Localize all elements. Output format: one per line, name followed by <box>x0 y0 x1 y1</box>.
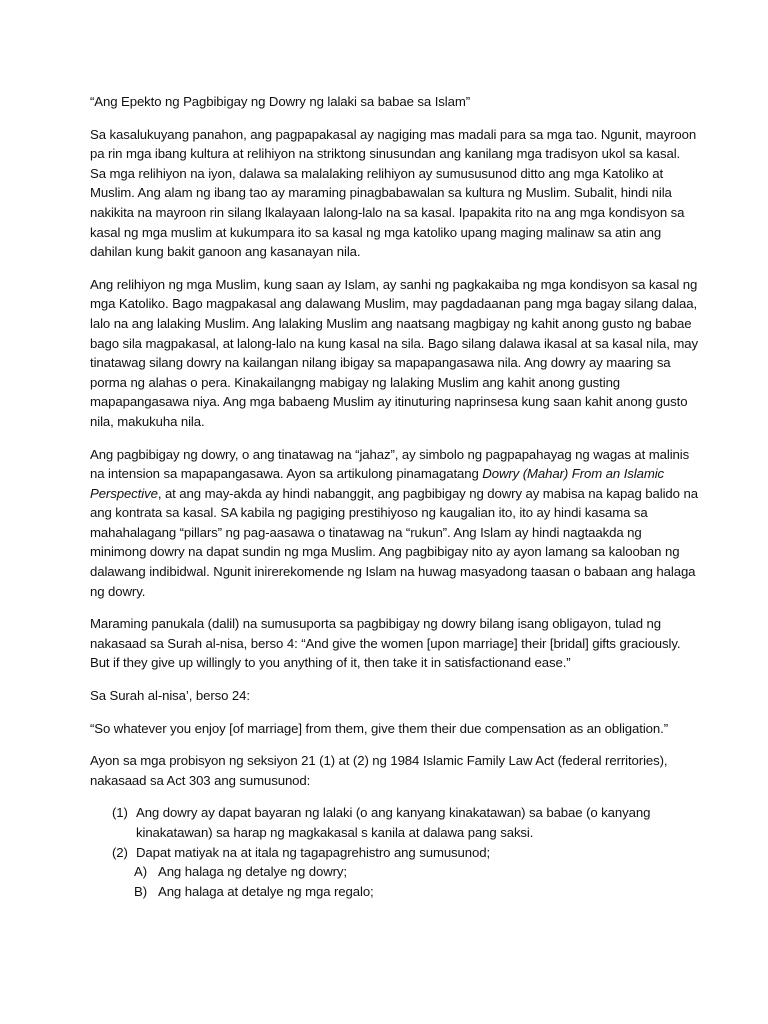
text-line: lalo na ang lalaking Muslim. Ang lalaking Muslim ang naatsang magbigay ng kahit anong gusto ng babae <box>90 315 692 331</box>
text-line: mapapangasawa niya. Ang mga babaeng Muslim ay itinuturing naprinsesa kung saan kahit anong gusto <box>90 394 688 410</box>
text-line: pa rin mga ibang kultura at relihiyon na striktong sinusundan ang kanilang mga tradisyon ukol sa kasal. <box>90 146 681 162</box>
text-line: bago sila magpakasal, at lalong-lalo na kung kasal na sila. Bago silang dalawa ikasal at sa kasal nila, may <box>90 335 699 351</box>
text-line: Ang halaga at detalye ng mga regalo; <box>158 883 374 899</box>
text-segment: na intension sa mapapangasawa. Ayon sa artikulong pinamagatang <box>90 466 483 482</box>
list-item <box>90 803 682 842</box>
list-number: (1) <box>112 805 128 821</box>
paragraph-dalil <box>90 614 682 673</box>
text-line: nila, makukuha nila. <box>90 413 205 429</box>
text-line: kinakatawan) sa harap ng magkakasal s kanila at dalawa pang saksi. <box>136 825 534 840</box>
paragraph-jahaz <box>90 445 698 602</box>
text-line: Ang pagbibigay ng dowry, o ang tinatawag na “jahaz”, ay simbolo ng pagpapahayag ng wagas at malinis <box>90 446 690 462</box>
text-line: ang kontrata sa kasal. SA kabila ng pagiging prestihiyoso ng kaugalian ito, ito ay hindi kasama sa <box>90 505 648 521</box>
text-line: Ang dowry ay dapat bayaran ng lalaki (o ang kanyang kinakatawan) sa babae (o kanyang <box>136 805 651 821</box>
paragraph-law-act <box>90 751 682 790</box>
text-line: Maraming panukala (dalil) na sumusuporta sa pagbibigay ng dowry bilang isang obligayon, tulad ng <box>90 616 662 632</box>
text-line: ng dowry. <box>90 583 146 599</box>
numbered-list <box>90 803 682 901</box>
paragraph-religion <box>90 275 699 432</box>
text-line: dahilan kung bakit ganoon ang kasanayan nila. <box>90 244 361 260</box>
text-line: nakasaad sa Act 303 ang sumusunod: <box>90 772 311 788</box>
text-line: nakasaad sa Surah al-nisa, berso 4: “And give the women [upon marriage] their [bridal] gifts graciously. <box>90 635 681 651</box>
paragraph-intro <box>90 125 697 262</box>
text-line: Dapat matiyak na at itala ng tagapagrehistro ang sumusunod; <box>136 844 491 860</box>
sub-list-item <box>90 882 682 902</box>
text-line: Ang relihiyon ng mga Muslim, kung saan ay Islam, ay sanhi ng pagkakaiba ng mga kondisyon sa kasal ng <box>90 276 698 292</box>
sub-list-letter: B) <box>134 883 147 899</box>
text-line: Ayon sa mga probisyon ng seksiyon 21 (1) at (2) ng 1984 Islamic Family Law Act (federal rerritories), <box>90 753 668 769</box>
text-line: nakikita na mayroon rin silang lkalayaan lalong-lalo na sa kasal. Ipapakita rito na ang mga kondisyon sa <box>90 204 685 220</box>
paragraph-surah-quote <box>90 719 682 739</box>
text-line: Sa kasalukuyang panahon, ang pagpapakasal ay nagiging mas madali para sa mga tao. Ngunit, mayroon <box>90 126 697 142</box>
sub-list-item <box>90 862 682 882</box>
text-line: Sa Surah al-nisa’, berso 24: <box>90 688 250 704</box>
text-line <box>90 464 682 484</box>
text-line: “So whatever you enjoy [of marriage] from them, give them their due compensation as an obligation.” <box>90 720 668 736</box>
sub-list-letter: A) <box>134 864 147 880</box>
text-line: kasal ng mga muslim at kukumpara ito sa kasal ng mga katoliko upang maging malinaw sa atin ang <box>90 224 662 240</box>
document-title: “Ang Epekto ng Pagbibigay ng Dowry ng lalaki sa babae sa Islam” <box>90 94 471 109</box>
text-segment: , at ang may-akda ay hindi nabanggit, ang pagbibigay ng dowry ay mabisa na kapag balido na <box>157 485 698 501</box>
text-line: mga Katoliko. Bago magpakasal ang dalawang Muslim, may pagdadaanan pang mga bagay silang dalaa, <box>90 296 698 312</box>
text-line: Muslim. Ang alam ng ibang tao ay maraming pinagbabawalan sa kultura ng Muslim. Subalit, hindi nila <box>90 185 672 201</box>
article-title-part: Dowry (Mahar) From an Islamic <box>482 466 665 482</box>
text-line: minimong dowry na dapat sundin ng mga Muslim. Ang pagbibigay nito ay ayon lamang sa kalooban ng <box>90 544 680 560</box>
list-item <box>90 843 682 863</box>
text-line <box>90 484 698 504</box>
article-title-part: Perspective <box>90 485 158 501</box>
document-page <box>90 92 699 901</box>
list-number: (2) <box>112 844 128 860</box>
text-line: Ang halaga ng detalye ng dowry; <box>158 864 347 880</box>
text-line: porma ng alahas o pera. Kinakailangng mabigay ng lalaking Muslim ang kahit anong gusting <box>90 374 621 390</box>
paragraph-surah-heading <box>90 686 682 706</box>
text-line: But if they give up willingly to you anything of it, then take it in satisfactionand ease.” <box>90 655 571 671</box>
text-line: tinatawag silang dowry na kailangan nilang ibigay sa mapapangasawa nila. Ang dowry ay maaring sa <box>90 355 671 371</box>
text-line: dalawang indibidwal. Ngunit inirerekomende ng Islam na huwag masyadong taasan o babaan ang halaga <box>90 564 696 580</box>
text-line: mahahalagang “pillars” ng pag-aasawa o tinatawag na “rukun”. Ang Islam ay hindi nagtaakda ng <box>90 524 642 540</box>
text-line: Sa mga relihiyon na iyon, dalawa sa malalaking relihiyon ay sumususunod ditto ang mga Katoliko at <box>90 165 664 181</box>
